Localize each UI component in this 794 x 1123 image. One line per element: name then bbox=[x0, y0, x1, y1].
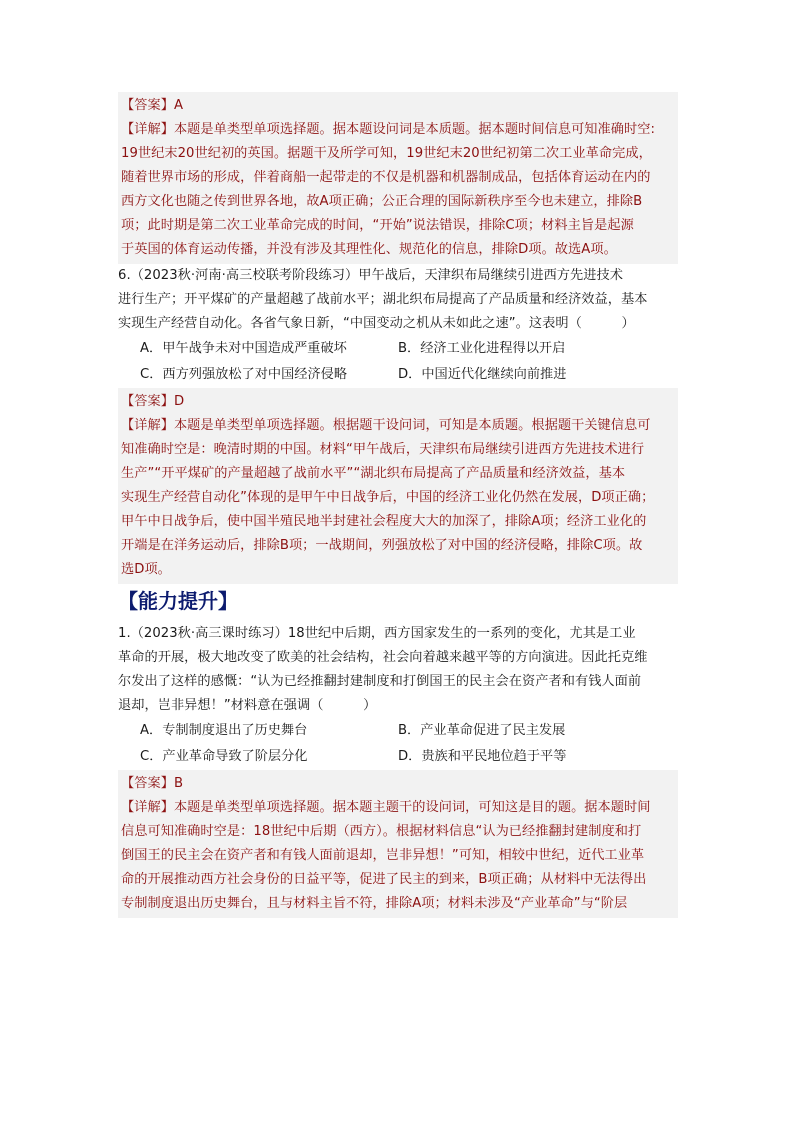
detail-line: 命的开展推动西方社会身份的日益平等，促进了民主的到来，B项正确；从材料中无法得出 bbox=[121, 872, 647, 887]
detail-line: 19世纪末20世纪初的英国。据题干及所学可知，19世纪末20世纪初第二次工业革命完成， bbox=[121, 146, 652, 161]
question-line: 6.（2023秋·河南·高三校联考阶段练习）甲午战后，天津织布局继续引进西方先进技术 bbox=[118, 268, 623, 283]
detail-line: 信息可知准确时空是：18世纪中后期（西方）。根据材料信息“认为已经推翻封建制度和打 bbox=[121, 824, 642, 839]
option-row bbox=[118, 718, 678, 744]
option-c: C．西方列强放松了对中国经济侵略 bbox=[140, 367, 348, 382]
document-body bbox=[118, 92, 678, 918]
detail-line: 知准确时空是：晚清时期的中国。材料“甲午战后，天津织布局继续引进西方先进技术进行 bbox=[121, 442, 645, 457]
option-a: A．专制制度退出了历史舞台 bbox=[140, 723, 308, 738]
section-title: 【能力提升】 bbox=[118, 589, 238, 613]
question-line: 革命的开展，极大地改变了欧美的社会结构，社会向着越来越平等的方向演进。因此托克维 bbox=[118, 650, 648, 665]
question-1 bbox=[118, 622, 678, 770]
answer-block-q5 bbox=[118, 92, 678, 264]
detail-line: 专制制度退出历史舞台，且与材料主旨不符，排除A项；材料未涉及“产业革命”与“阶层 bbox=[121, 896, 628, 911]
detail-line: 于英国的体育运动传播，并没有涉及其理性化、规范化的信息，排除D项。故选A项。 bbox=[121, 242, 617, 257]
answer-label: 【答案】D bbox=[121, 394, 185, 409]
detail-line: 项；此时期是第二次工业革命完成的时间，“开始”说法错误，排除C项；材料主旨是起源 bbox=[121, 218, 634, 233]
question-line: 1.（2023秋·高三课时练习）18世纪中后期，西方国家发生的一系列的变化，尤其是工业 bbox=[118, 626, 636, 641]
detail-line: 【详解】本题是单类型单项选择题。据本题设问词是本质题。据本题时间信息可知准确时空: bbox=[121, 122, 655, 137]
option-d: D．贵族和平民地位趋于平等 bbox=[398, 749, 567, 764]
detail-line: 西方文化也随之传到世界各地，故A项正确；公正合理的国际新秩序至今也未建立，排除B bbox=[121, 194, 643, 209]
detail-line: 【详解】本题是单类型单项选择题。据本题主题干的设问词，可知这是目的题。据本题时间 bbox=[121, 800, 651, 815]
answer-label: 【答案】B bbox=[121, 776, 184, 791]
option-b: B．产业革命促进了民主发展 bbox=[398, 723, 566, 738]
detail-line: 倒国王的民主会在资产者和有钱人面前退却，岂非异想！”可知，相较中世纪，近代工业革 bbox=[121, 848, 645, 863]
option-row bbox=[118, 362, 678, 388]
answer-block-q6 bbox=[118, 388, 678, 584]
option-row bbox=[118, 744, 678, 770]
answer-block-q1 bbox=[118, 770, 678, 918]
detail-line: 【详解】本题是单类型单项选择题。根据题干设问词，可知是本质题。根据题干关键信息可 bbox=[121, 418, 651, 433]
option-a: A．甲午战争未对中国造成严重破坏 bbox=[140, 341, 347, 356]
question-6 bbox=[118, 264, 678, 388]
question-line: 实现生产经营自动化。各省气象日新，“中国变动之机从未如此之速”。这表明（ ） bbox=[118, 316, 635, 331]
question-line: 尔发出了这样的感慨：“认为已经推翻封建制度和打倒国王的民主会在资产者和有钱人面前 bbox=[118, 674, 642, 689]
detail-line: 实现生产经营自动化”体现的是甲午中日战争后，中国的经济工业化仍然在发展，D项正确； bbox=[121, 490, 655, 505]
question-line: 退却，岂非异想！”材料意在强调（ ） bbox=[118, 698, 377, 713]
detail-line: 选D项。 bbox=[121, 562, 171, 577]
detail-line: 生产”“开平煤矿的产量超越了战前水平”“湖北织布局提高了产品质量和经济效益，基本 bbox=[121, 466, 626, 481]
question-line: 进行生产；开平煤矿的产量超越了战前水平；湖北织布局提高了产品质量和经济效益，基本 bbox=[118, 292, 648, 307]
option-c: C．产业革命导致了阶层分化 bbox=[140, 749, 308, 764]
option-b: B．经济工业化进程得以开启 bbox=[398, 341, 566, 356]
option-d: D．中国近代化继续向前推进 bbox=[398, 367, 567, 382]
option-row bbox=[118, 336, 678, 362]
answer-label: 【答案】A bbox=[121, 98, 184, 113]
detail-line: 开端是在洋务运动后，排除B项；一战期间，列强放松了对中国的经济侵略，排除C项。故 bbox=[121, 538, 643, 553]
detail-line: 随着世界市场的形成，伴着商船一起带走的不仅是机器和机器制成品，包括体育运动在内的 bbox=[121, 170, 651, 185]
detail-line: 甲午中日战争后，使中国半殖民地半封建社会程度大大的加深了，排除A项；经济工业化的 bbox=[121, 514, 647, 529]
